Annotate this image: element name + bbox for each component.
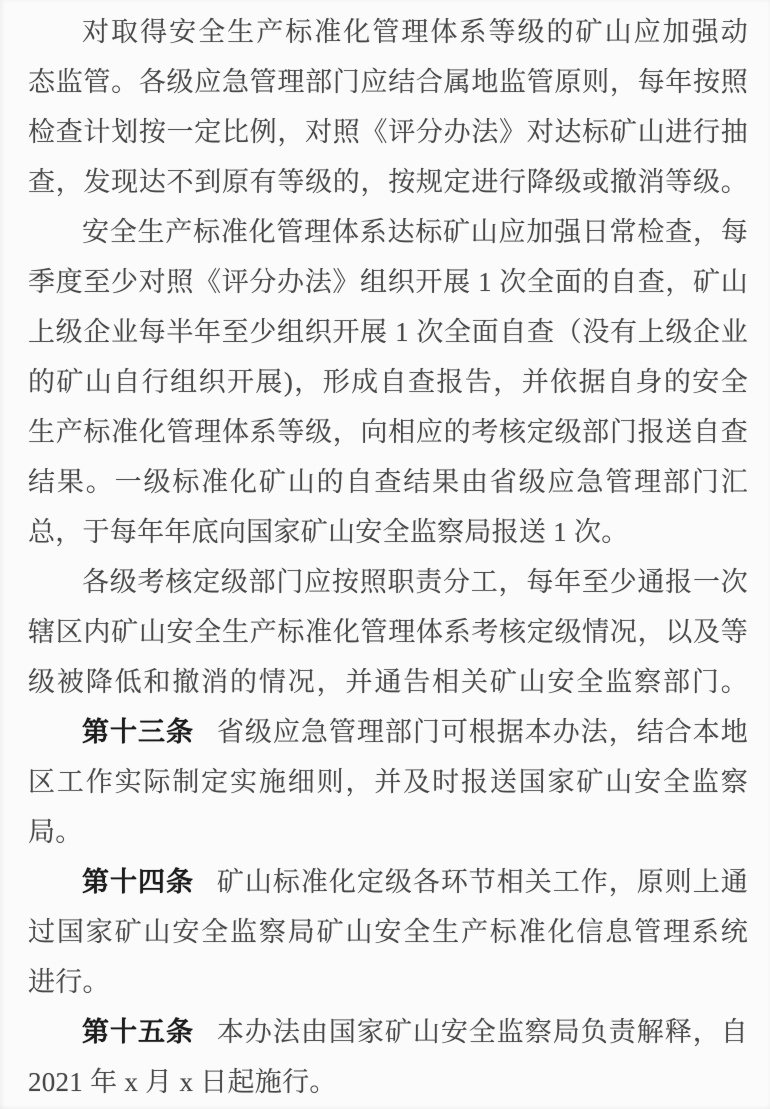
paragraph [28,557,748,707]
text-line: 对取得安全生产标准化管理体系等级的矿山应加强动 [82,17,748,47]
text-line [28,1007,748,1057]
paragraph-article-13 [28,707,748,857]
text-line [28,707,748,757]
article-text: 省级应急管理部门可根据本办法，结合本地 [216,717,748,747]
text-line: 过国家矿山安全监察局矿山安全生产标准化信息管理系统 [28,917,748,947]
text-line: 检查计划按一定比例，对照《评分办法》对达标矿山进行抽 [28,117,748,147]
article-text: 矿山标准化定级各环节相关工作，原则上通 [216,867,748,897]
text-line: 总，于每年年底向国家矿山安全监察局报送 1 次。 [28,517,629,547]
text-line: 各级考核定级部门应按照职责分工，每年至少通报一次 [82,567,748,597]
article-number: 第十四条 [82,867,194,897]
text-line: 局。 [28,817,83,847]
text-line [28,857,748,907]
text-line: 级被降低和撤消的情况，并通告相关矿山安全监察部门。 [28,667,748,697]
text-line: 区工作实际制定实施细则，并及时报送国家矿山安全监察 [28,767,748,797]
article-number: 第十三条 [82,717,194,747]
article-number: 第十五条 [82,1017,194,1047]
text-line: 的矿山自行组织开展)，形成自查报告，并依据自身的安全 [28,367,748,397]
text-line: 生产标准化管理体系等级，向相应的考核定级部门报送自查 [28,417,748,447]
text-line: 查，发现达不到原有等级的，按规定进行降级或撤消等级。 [28,167,748,197]
paragraph [28,7,748,207]
text-line: 季度至少对照《评分办法》组织开展 1 次全面的自查，矿山 [28,267,748,297]
paragraph-article-14 [28,857,748,1007]
article-text: 本办法由国家矿山安全监察局负责解释，自 [216,1017,748,1047]
paragraph [28,207,748,557]
text-line: 安全生产标准化管理体系达标矿山应加强日常检查，每 [82,217,748,247]
text-line: 上级企业每半年至少组织开展 1 次全面自查（没有上级企业 [28,317,748,347]
text-line: 结果。一级标准化矿山的自查结果由省级应急管理部门汇 [28,467,748,497]
text-line: 进行。 [28,967,110,997]
paragraph-article-15 [28,1007,748,1107]
text-line: 辖区内矿山安全生产标准化管理体系考核定级情况，以及等 [28,617,748,647]
text-line: 2021 年 x 月 x 日起施行。 [28,1067,337,1097]
text-line: 态监管。各级应急管理部门应结合属地监管原则，每年按照 [28,67,748,97]
